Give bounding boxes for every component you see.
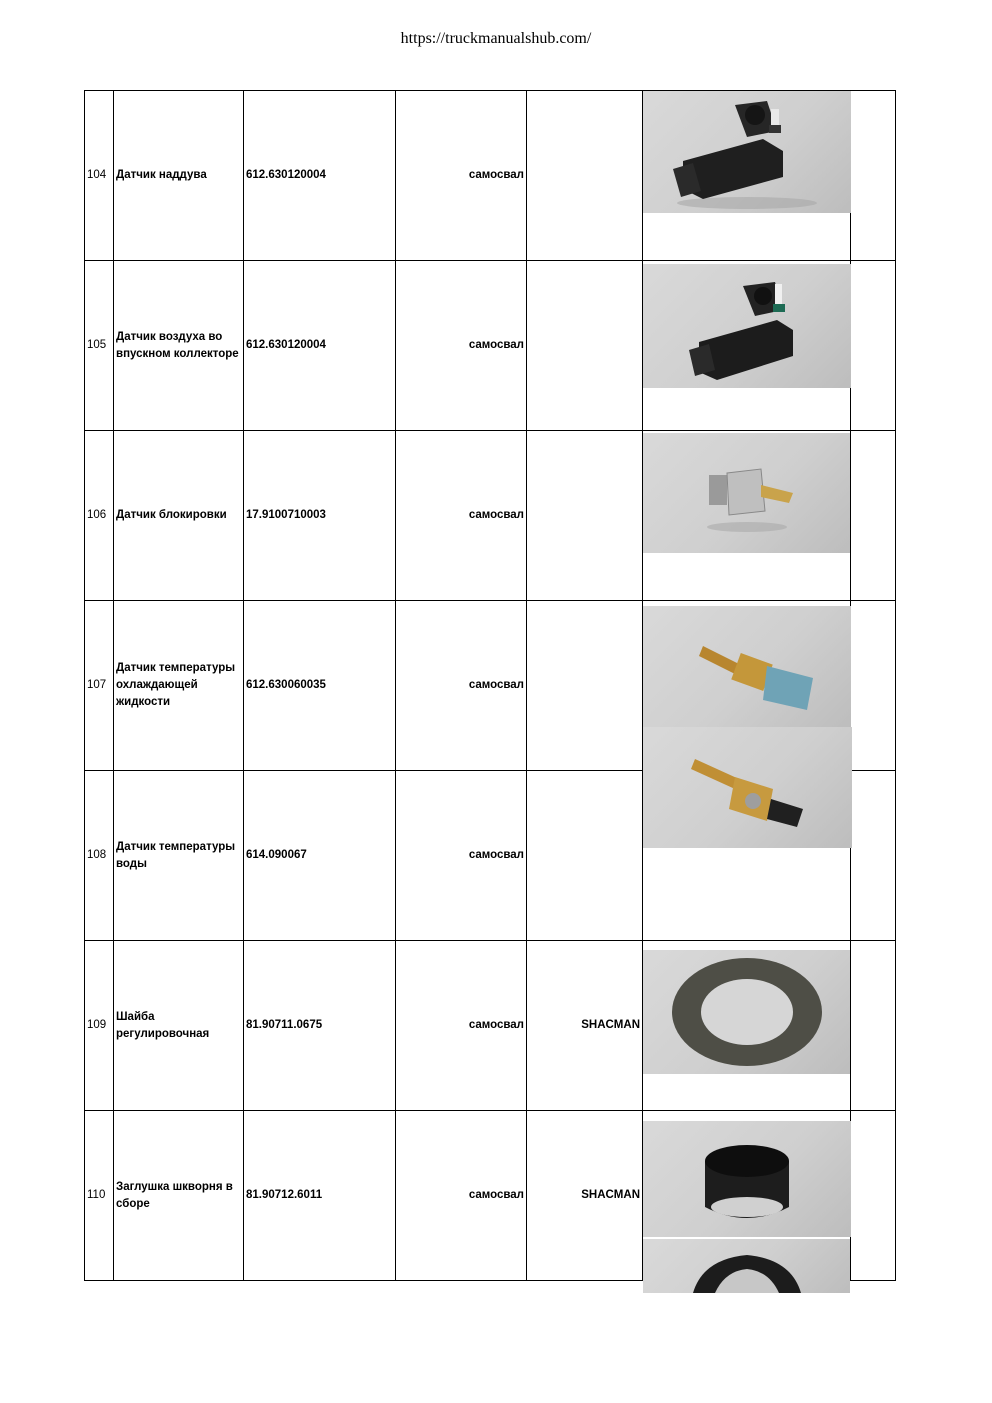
extra-cell: [851, 261, 896, 431]
brand: [527, 91, 643, 261]
row-number: 104: [85, 91, 114, 261]
part-name: Датчик воздуха во впускном коллекторе: [114, 261, 244, 431]
row-number: 110: [85, 1111, 114, 1281]
brand: SHACMAN: [527, 1111, 643, 1281]
map-sensor-photo: [643, 264, 851, 388]
vehicle-type: самосвал: [396, 771, 527, 941]
brand: [527, 261, 643, 431]
vehicle-type: самосвал: [396, 91, 527, 261]
part-code: 612.630060035: [244, 601, 396, 771]
part-name: Датчик температуры воды: [114, 771, 244, 941]
extra-cell: [851, 91, 896, 261]
shim-washer-photo: [643, 950, 850, 1074]
part-code: 612.630120004: [244, 91, 396, 261]
part-code: 17.9100710003: [244, 431, 396, 601]
coolant-temp-sensor-photo: [643, 606, 851, 727]
part-code: 612.630120004: [244, 261, 396, 431]
part-name: Датчик блокировки: [114, 431, 244, 601]
extra-cell: [851, 431, 896, 601]
vehicle-type: самосвал: [396, 601, 527, 771]
extra-cell: [851, 771, 896, 941]
row-number: 107: [85, 601, 114, 771]
brand: [527, 771, 643, 941]
part-code: 81.90711.0675: [244, 941, 396, 1111]
kingpin-cap-photo: [643, 1121, 851, 1237]
row-number: 106: [85, 431, 114, 601]
row-number: 108: [85, 771, 114, 941]
map-sensor-photo: [643, 91, 851, 213]
part-name: Датчик наддува: [114, 91, 244, 261]
lock-switch-photo: [643, 433, 850, 553]
vehicle-type: самосвал: [396, 941, 527, 1111]
part-name: Шайба регулировочная: [114, 941, 244, 1111]
brand: [527, 431, 643, 601]
part-code: 81.90712.6011: [244, 1111, 396, 1281]
water-temp-sensor-photo: [643, 727, 852, 848]
brand: SHACMAN: [527, 941, 643, 1111]
row-number: 105: [85, 261, 114, 431]
brand: [527, 601, 643, 771]
extra-cell: [851, 941, 896, 1111]
extra-cell: [851, 1111, 896, 1281]
vehicle-type: самосвал: [396, 431, 527, 601]
vehicle-type: самосвал: [396, 261, 527, 431]
header-url: https://truckmanualshub.com/: [400, 30, 592, 47]
part-code: 614.090067: [244, 771, 396, 941]
extra-cell: [851, 601, 896, 771]
part-name: Заглушка шкворня в сборе: [114, 1111, 244, 1281]
vehicle-type: самосвал: [396, 1111, 527, 1281]
part-name: Датчик температуры охлаждающей жидкости: [114, 601, 244, 771]
row-number: 109: [85, 941, 114, 1111]
kingpin-cap-photo: [643, 1239, 850, 1293]
